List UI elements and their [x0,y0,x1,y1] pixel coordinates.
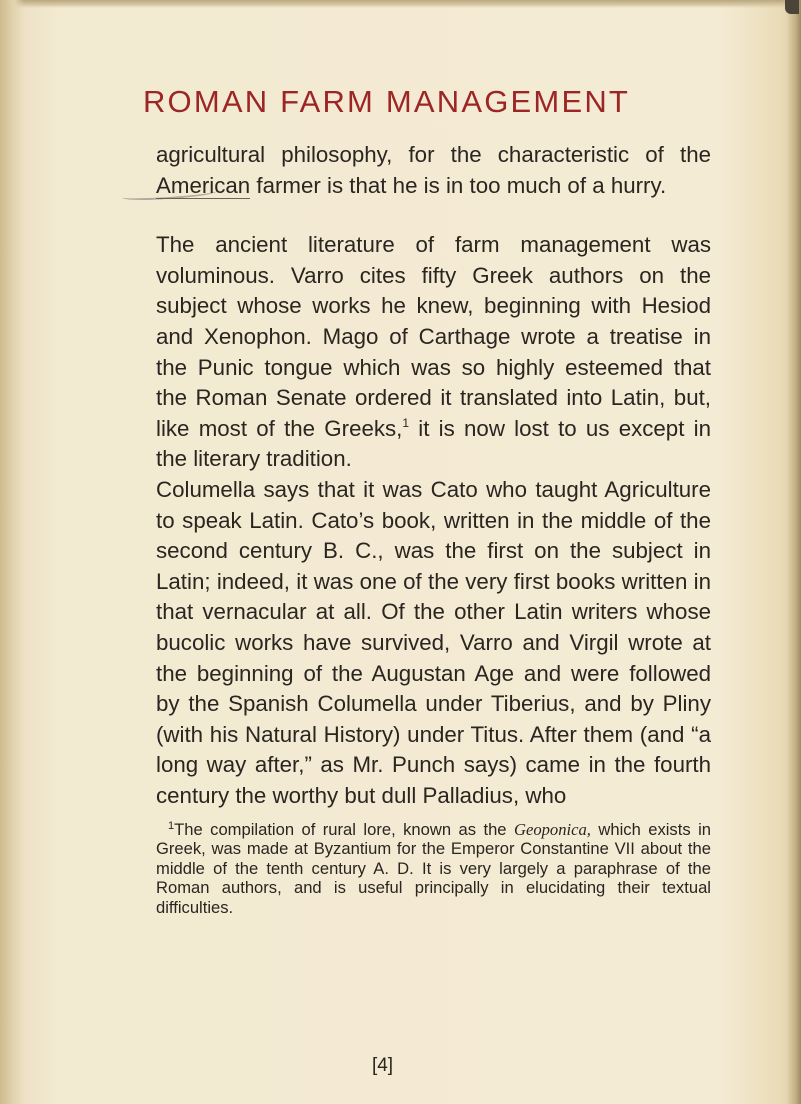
page-number: [4] [371,1055,394,1076]
footnote-mark: 1 [168,820,175,832]
page-right-edge [787,0,801,1104]
footnote [156,817,711,917]
paragraph-2-text: The ancient literature of farm management was voluminous. Varro cites fifty Greek authors on the subject whose works he knew, beginning with Hesiod and Xenophon. Mago of Carthage wrote a treatise in the Punic tongue which was so highly esteemed that the Roman Senate ordered it translated into Latin, but, like most of the Greeks, [156,232,711,441]
footnote-italic-title: Geoponica, [513,820,591,839]
footnote-text-start: The compilation of rural lore, known as the [174,820,514,839]
paragraph-3: Columella says that it was Cato who taught Agriculture to speak Latin. Cato’s book, written in the middle of the second century B. C., was the first on the subject in Latin; indeed, it was one of the very first books written in that vernacular at all. Of the other Latin writers whose bucolic works have survived, Varro and Virgil wrote at the beginning of the Augustan Age and were followed by the Spanish Columella under Tiberius, and by Pliny (with his Natural History) under Titus. After them (and “a long way after,” as Mr. Punch says) came in the fourth century the worthy but dull Palladius, who [156,476,711,808]
paragraph-1-line-2: farmer is that he is in too much of a hurry. [256,172,667,198]
paragraph-2 [156,230,711,475]
corner-tab [785,0,799,14]
footnote-text [156,817,711,917]
underlined-word: American [156,172,251,198]
paragraph-2-text-end: it is now lost to us except in the literary tradition. [156,415,711,472]
footnote-text-end: which exists in Greek, was made at Byzantium for the Emperor Constantine VII about the middle of the tenth century A. D. It is very largely a paraphrase of the Roman authors, and is useful principally in elucidating their textual difficulties. [156,820,711,917]
page-top-edge [0,0,801,8]
footnote-reference[interactable]: 1 [402,415,410,430]
body-text [156,140,711,811]
running-head: ROMAN FARM MANAGEMENT [142,84,631,119]
page-left-edge [0,0,24,1104]
paragraph-1 [156,140,711,201]
paragraph-1-line-1: agricultural philosophy, for the characteristic of the [156,142,711,167]
